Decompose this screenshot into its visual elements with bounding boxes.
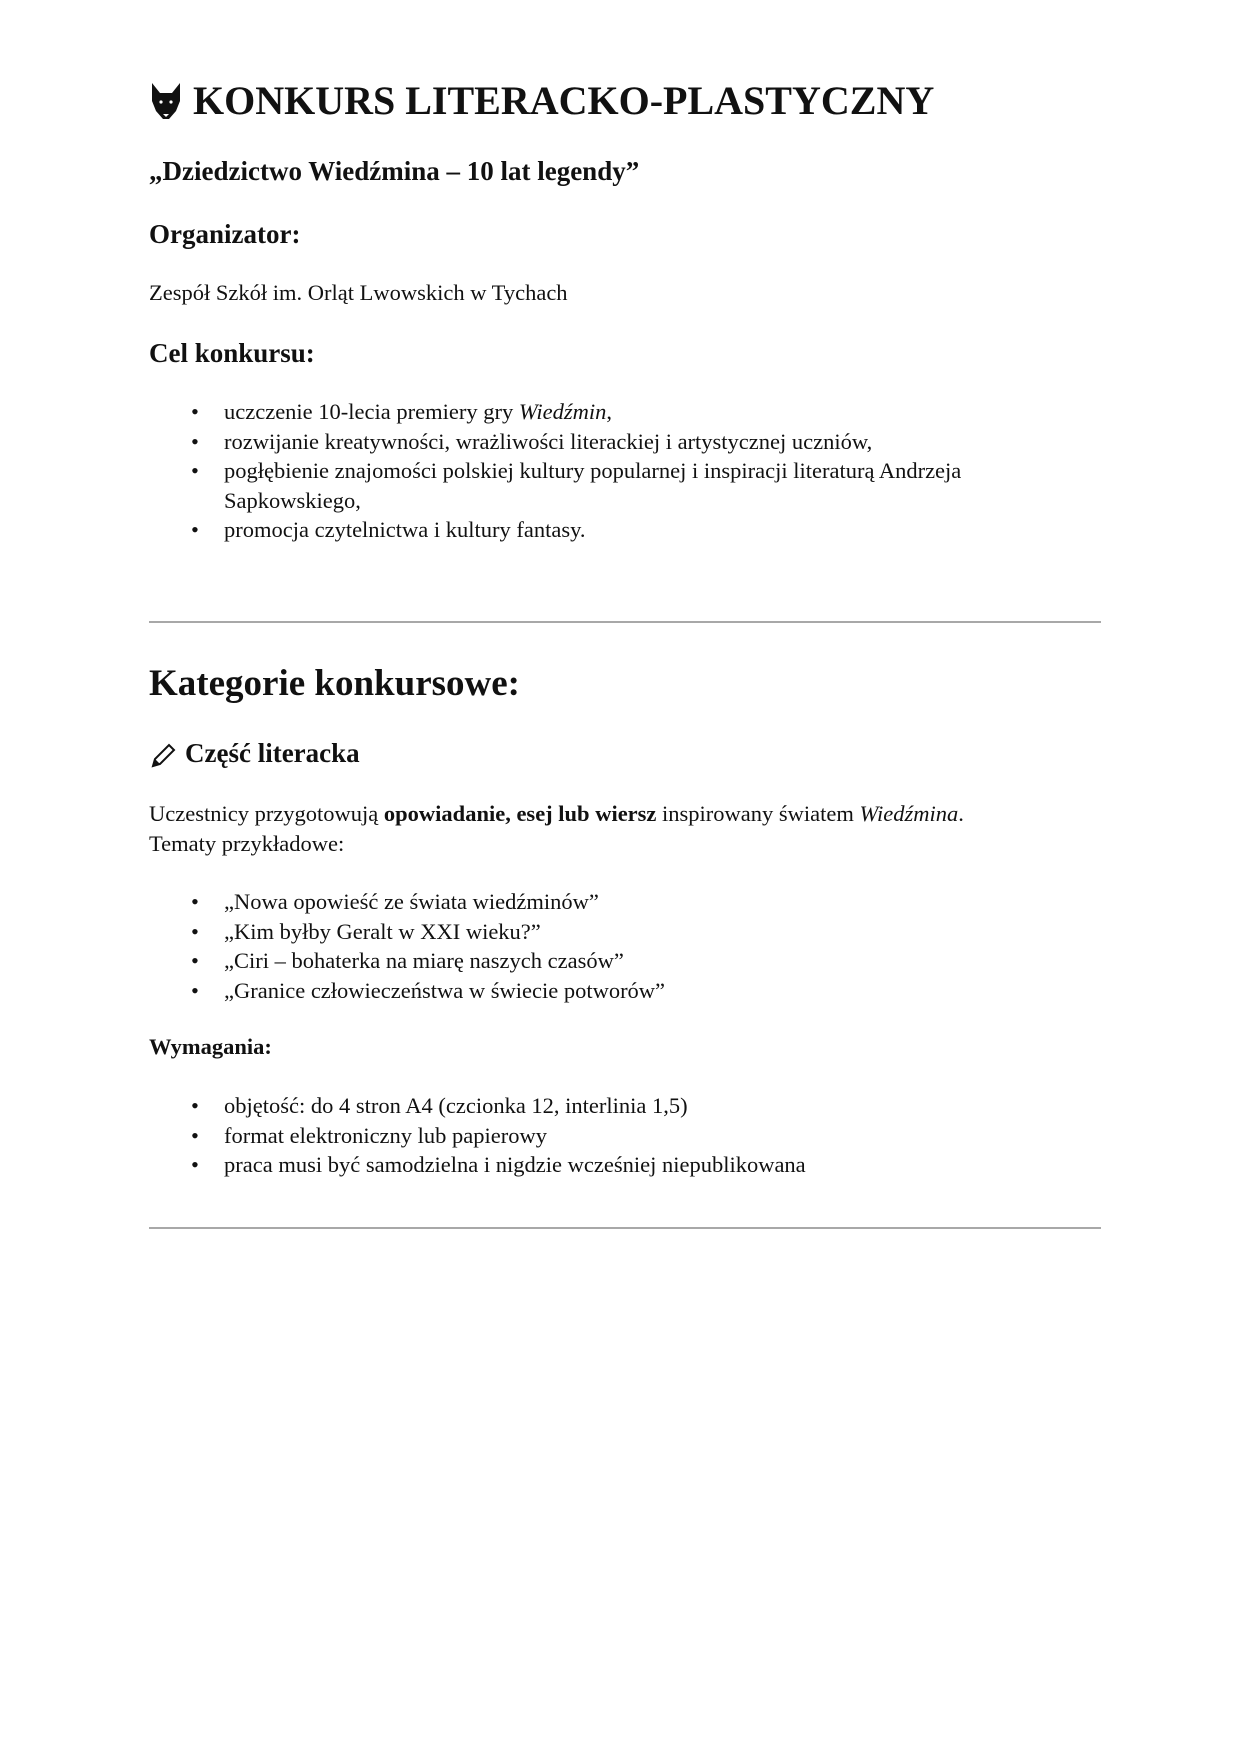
title-text: KONKURS LITERACKO-PLASTYCZNY [193, 78, 935, 123]
list-item: • promocja czytelnictwa i kultury fantasy. [149, 515, 961, 545]
list-item: • format elektroniczny lub papierowy [149, 1121, 806, 1151]
organizer-text: Zespół Szkół im. Orląt Lwowskich w Tychach [149, 280, 568, 305]
requirements-heading: Wymagania: [149, 1034, 272, 1059]
list-item: • rozwijanie kreatywności, wrażliwości literackiej i artystycznej uczniów, [149, 427, 961, 457]
list-item: • „Nowa opowieść ze świata wiedźminów” [149, 887, 665, 917]
literary-heading: Część literacka [149, 736, 360, 770]
requirements-list [149, 1091, 806, 1180]
wolf-head-icon [149, 81, 183, 121]
list-item: • objętość: do 4 stron A4 (czcionka 12, interlinia 1,5) [149, 1091, 806, 1121]
subtitle: „Dziedzictwo Wiedźmina – 10 lat legendy” [149, 156, 640, 186]
list-item: • praca musi być samodzielna i nigdzie wcześniej niepublikowana [149, 1150, 806, 1180]
goal-list [149, 397, 961, 545]
divider [149, 621, 1101, 623]
goal-heading: Cel konkursu: [149, 338, 315, 368]
list-item: • pogłębienie znajomości polskiej kultury popularnej i inspiracji literaturą Andrzeja Sapkowskiego, [149, 456, 961, 515]
topics-list [149, 887, 665, 1005]
divider [149, 1227, 1101, 1229]
pencil-icon [149, 742, 177, 770]
list-item: • „Granice człowieczeństwa w świecie potworów” [149, 976, 665, 1006]
categories-heading: Kategorie konkursowe: [149, 663, 520, 704]
organizer-heading: Organizator: [149, 219, 301, 249]
list-item: • „Kim byłby Geralt w XXI wieku?” [149, 917, 665, 947]
list-item: • „Ciri – bohaterka na miarę naszych czasów” [149, 946, 665, 976]
list-item: • uczczenie 10-lecia premiery gry Wiedźmin, [149, 397, 961, 427]
document-title [149, 77, 934, 125]
literary-intro: Uczestnicy przygotowują opowiadanie, esej lub wiersz inspirowany światem Wiedźmina. Tematy przykładowe: [149, 801, 964, 856]
